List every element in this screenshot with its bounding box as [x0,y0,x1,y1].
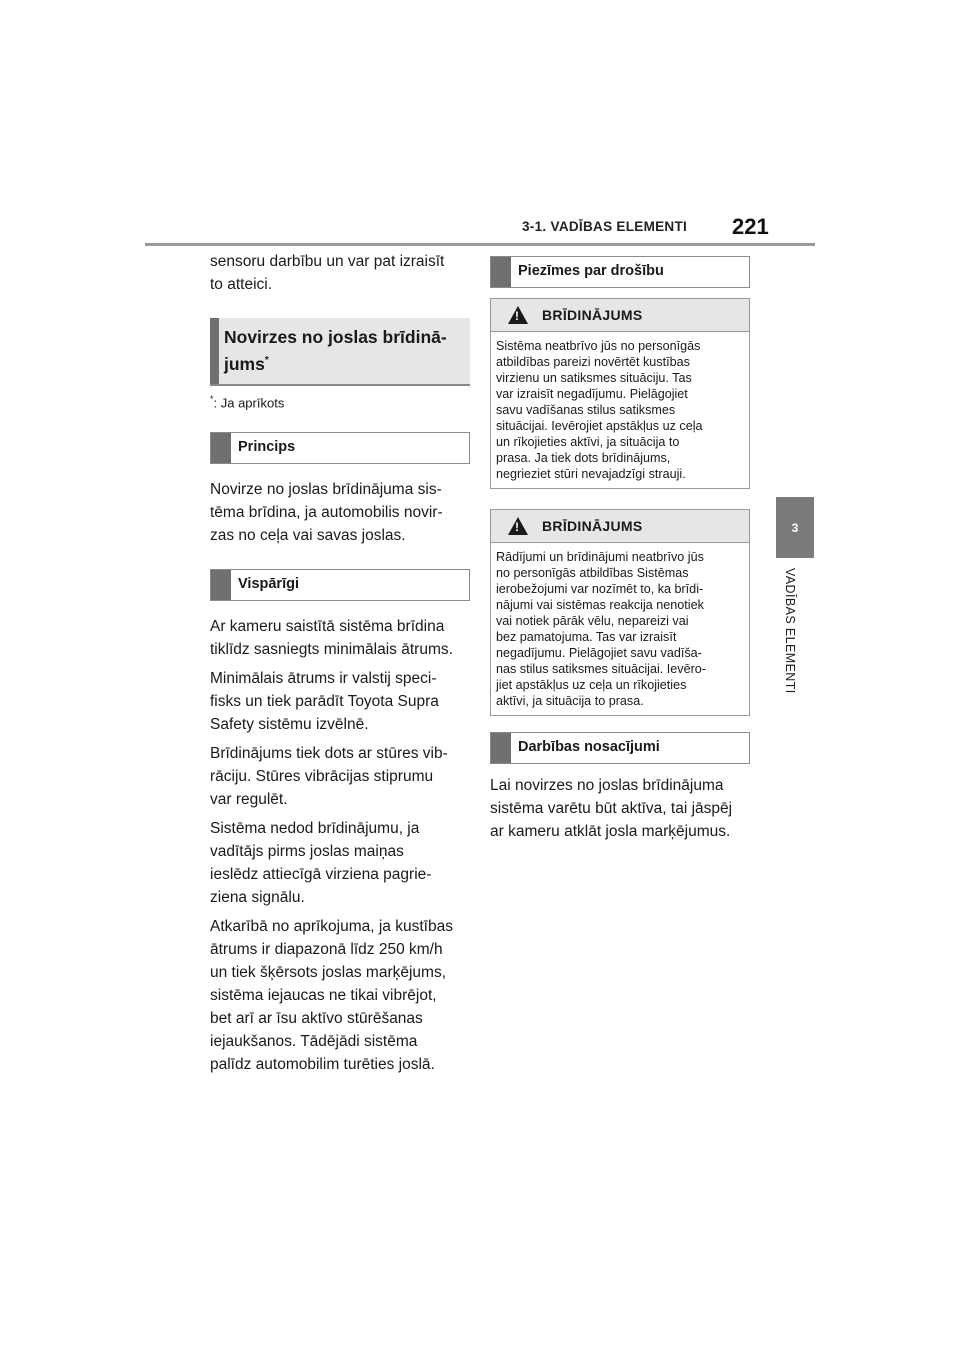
subheading-safety [490,256,750,288]
page-number: 221 [732,214,769,239]
chapter-tab-number: 3 [791,520,799,535]
text-line: sistēma iejaucas ne tikai vibrējot, [210,987,437,1005]
text-line: Novirze no joslas brīdinājuma sis- [210,481,442,499]
warning-triangle-icon [508,306,528,324]
chapter-title: 3-1. VADĪBAS ELEMENTI [522,219,688,234]
text-line: to atteici. [210,276,273,293]
right-column [490,256,750,849]
principle-paragraph [210,478,470,547]
warning-text [491,332,749,488]
section-title-line: Novirzes no joslas brīdinā- [224,327,447,347]
heading-bar [211,433,231,463]
chapter-tab-label: VADĪBAS ELEMENTI [783,568,797,694]
text-line: Safety sistēmu izvēlnē. [210,716,369,734]
footnote [210,394,470,410]
text-line: sensoru darbību un var pat izraisīt [210,253,445,270]
warning-triangle-icon [508,517,528,535]
text-line: vai notiek pārāk vēlu, nepareizi vai [496,614,689,628]
subheading-title: Darbības nosacījumi [518,739,660,755]
left-column [210,250,470,1082]
text-line: Sistēma neatbrīvo jūs no personīgās [496,339,701,353]
text-line: iejaukšanos. Tādējādi sistēma [210,1033,418,1051]
text-line: negadījumu. Pielāgojiet savu vadīša- [496,646,702,660]
text-line: vadītājs pirms joslas maiņas [210,843,404,861]
paragraph [210,615,470,661]
subheading-title: Piezīmes par drošību [518,263,664,279]
text-line: no personīgās atbildības Sistēmas [496,566,689,580]
text-line: un tiek šķērsots joslas marķējums, [210,964,447,982]
subheading-conditions [490,732,750,764]
subheading-title: Princips [238,439,296,456]
heading-bar [491,257,511,287]
text-line: savu vadīšanas stilus satiksmes [496,403,676,417]
text-line: un rīkojieties aktīvi, ja situācija to [496,435,680,449]
text-line: rāciju. Stūres vibrācijas stiprumu [210,768,434,786]
text-line: Atkarībā no aprīkojuma, ja kustības [210,918,453,936]
intro-paragraph [210,250,470,296]
section-heading [210,318,470,386]
paragraph [210,742,470,811]
text-line: zas no ceļa vai savas joslas. [210,527,406,545]
footnote-text: : Ja aprīkots [213,395,285,411]
text-line: Ar kameru saistītā sistēma brīdina [210,618,445,636]
text-line: jiet apstākļus uz ceļa un rīkojieties [496,678,687,692]
text-line: ierobežojumi var nozīmēt to, ka brīdi- [496,582,704,596]
text-line: bet arī ar īsu aktīvo stūrēšanas [210,1010,423,1028]
text-line: negrieziet stūri nevajadzīgi strauji. [496,467,686,481]
text-line: ziena signālu. [210,889,305,907]
text-line: nājumi vai sistēmas reakcija nenotiek [496,598,704,612]
text-line: fisks un tiek parādīt Toyota Supra [210,693,439,711]
footnote-mark: * [210,393,214,404]
text-line: virzienu un satiksmes situāciju. Tas [496,371,692,385]
section-title [224,326,456,376]
text-line: prasa. Ja tiek dots brīdinājums, [496,451,671,465]
paragraph [210,817,470,909]
subheading-title: Vispārīgi [238,576,299,593]
warning-title: BRĪDINĀJUMS [542,307,643,323]
text-line: ātrums ir diapazonā līdz 250 km/h [210,941,443,959]
text-line: palīdz automobilim turēties joslā. [210,1056,435,1074]
text-line: Sistēma nedod brīdinājumu, ja [210,820,420,838]
section-title-line: jums [224,353,265,374]
text-line: ar kameru atklāt josla marķējumus. [490,823,731,840]
text-line: sistēma varētu būt aktīva, tai jāspēj [490,800,733,817]
warning-text [491,543,749,715]
subheading-principle [210,432,470,464]
text-line: Brīdinājums tiek dots ar stūres vib- [210,745,448,763]
heading-bar [491,733,511,763]
warning-box [490,509,750,716]
text-line: Minimālais ātrums ir valstij speci- [210,670,437,688]
chapter-tab [776,497,814,558]
text-line: aktīvi, ja situācija to prasa. [496,694,644,708]
paragraph [210,667,470,736]
text-line: nas stilus satiksmes situācijai. Ievēro- [496,662,706,676]
text-line: var regulēt. [210,791,288,809]
paragraph [210,915,470,1076]
conditions-paragraph [490,774,750,843]
text-line: var izraisīt negadījumu. Pielāgojiet [496,387,688,401]
warning-title: BRĪDINĀJUMS [542,518,643,534]
text-line: ieslēdz attiecīgā virziena pagrie- [210,866,432,884]
heading-bar [211,570,231,600]
warning-header [491,510,749,543]
text-line: situācijai. Ievērojiet apstākļus uz ceļa [496,419,703,433]
text-line: bez pamatojuma. Tas var izraisīt [496,630,677,644]
text-line: Rādījumi un brīdinājumi neatbrīvo jūs [496,550,704,564]
heading-bar [210,318,219,384]
warning-box [490,298,750,489]
subheading-general [210,569,470,601]
text-line: Lai novirzes no joslas brīdinājuma [490,777,724,794]
warning-header [491,299,749,332]
optional-equipment-mark: * [264,355,269,366]
text-line: atbildības pareizi novērtēt kustības [496,355,690,369]
text-line: tēma brīdina, ja automobilis novir- [210,504,443,522]
text-line: tiklīdz sasniegts minimālais ātrums. [210,641,453,659]
header-rule [145,243,815,246]
